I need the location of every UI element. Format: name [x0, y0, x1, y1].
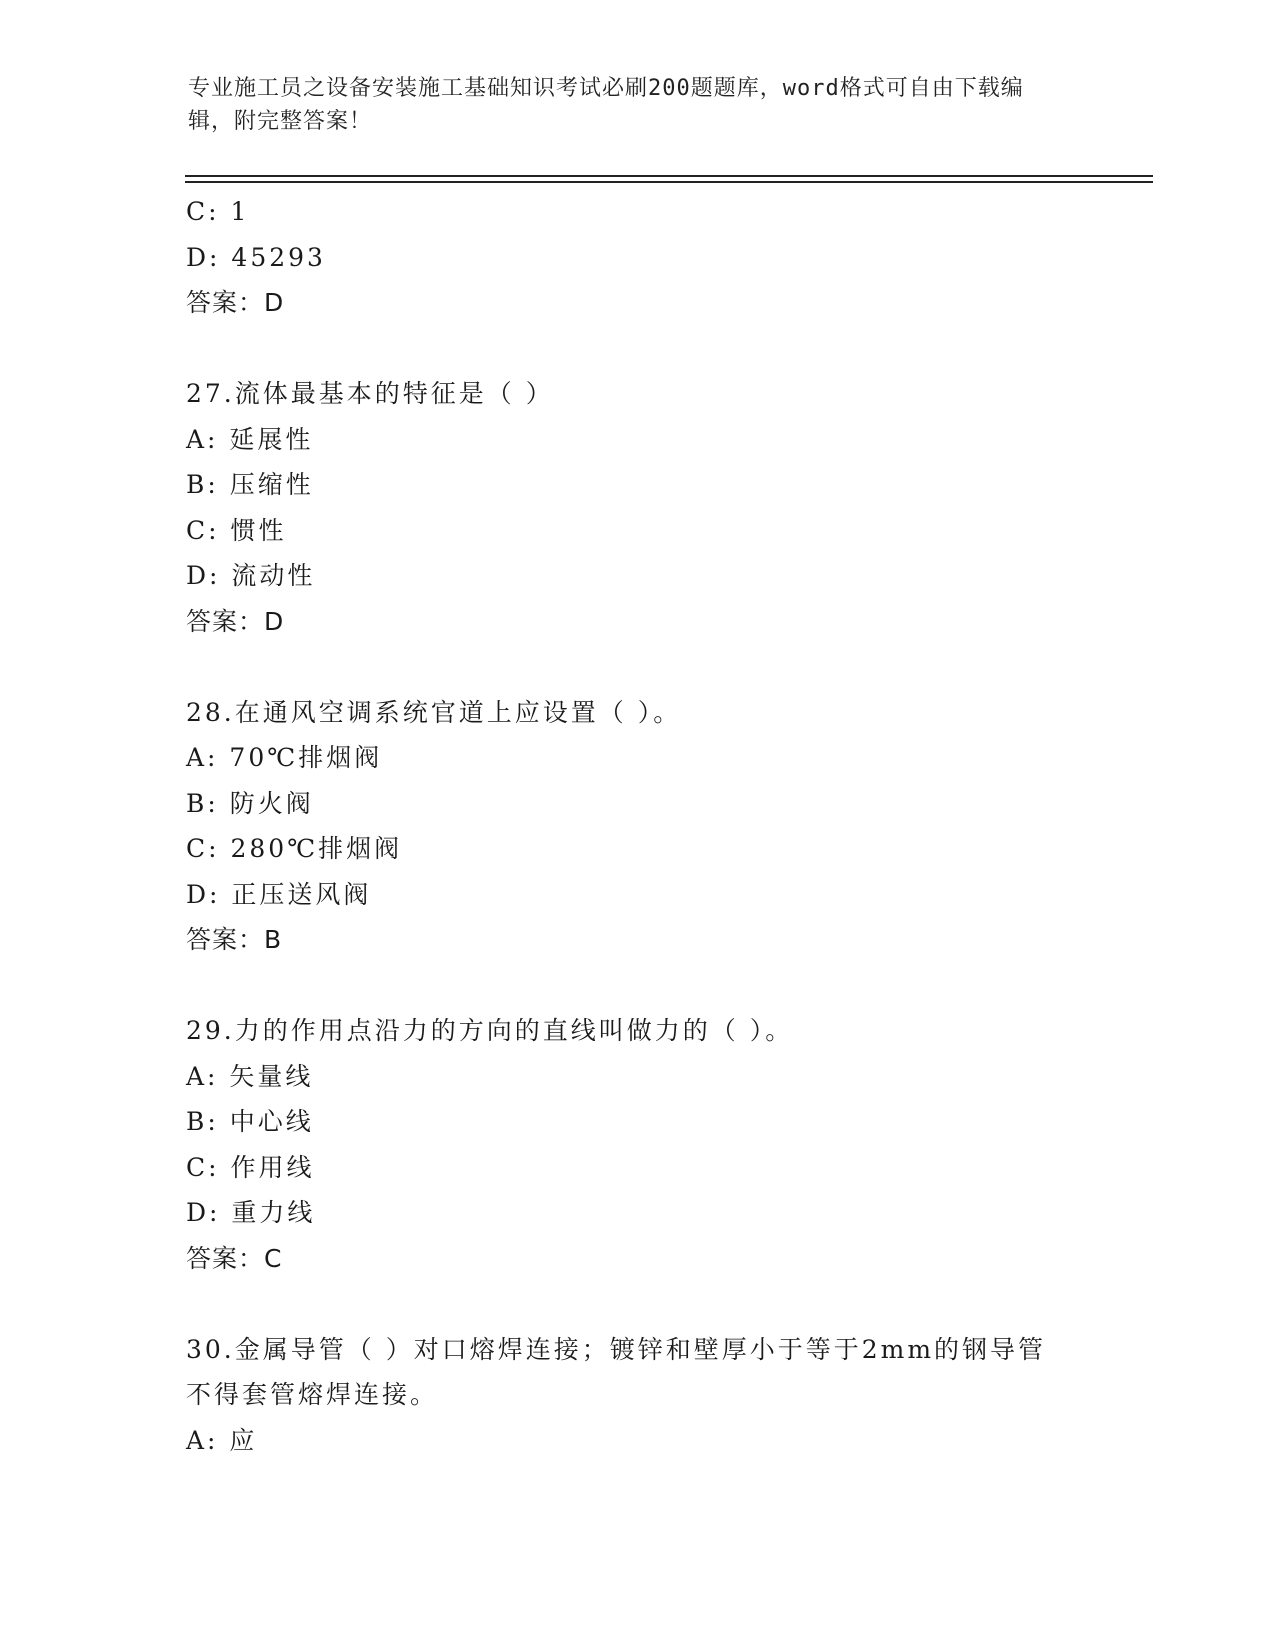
question-30: [186, 1327, 1086, 1464]
option-a: A: 延展性: [186, 424, 314, 454]
answer: 答案：C: [186, 1243, 283, 1273]
option-b: B: 防火阀: [186, 788, 314, 818]
option-b: B: 压缩性: [186, 470, 314, 499]
option-c: C: 惯性: [186, 515, 287, 545]
header-divider-bottom: [185, 181, 1153, 183]
question-stem-line-2: 不得套管熔焊连接。: [186, 1380, 439, 1409]
question-stem-line-1: 30.金属导管（ ）对口熔焊连接；镀锌和壁厚小于等于2mm的钢导管: [186, 1334, 1047, 1364]
question-stem: 29.力的作用点沿力的方向的直线叫做力的（ ）。: [186, 1016, 794, 1045]
option-d: D: 45293: [186, 242, 326, 272]
option-c: C: 1: [186, 197, 250, 226]
question-27: [186, 371, 1086, 644]
option-c: C: 280℃排烟阀: [186, 834, 403, 863]
question-28: [186, 690, 1086, 963]
question-29: [186, 1008, 1086, 1281]
option-a: A: 应: [186, 1425, 258, 1455]
option-b: B: 中心线: [186, 1107, 314, 1136]
option-d: D: 流动性: [186, 561, 316, 590]
answer: 答案：B: [186, 925, 283, 954]
answer: 答案：D: [186, 606, 285, 636]
option-a: A: 70℃排烟阀: [186, 743, 383, 772]
question-list: [186, 189, 1086, 1463]
question-26-tail: [186, 189, 1086, 326]
option-a: A: 矢量线: [186, 1061, 314, 1091]
header-divider-top: [185, 175, 1153, 177]
answer: 答案：D: [186, 288, 285, 317]
option-d: D: 正压送风阀: [186, 879, 372, 909]
question-stem: 27.流体最基本的特征是（ ）: [186, 379, 554, 408]
document-title: 专业施工员之设备安装施工基础知识考试必刷200题题库，word格式可自由下载编辑，附完整答案！: [188, 76, 1024, 134]
option-c: C: 作用线: [186, 1152, 315, 1182]
option-d: D: 重力线: [186, 1198, 316, 1227]
question-stem: 28.在通风空调系统官道上应设置（ ）。: [186, 697, 682, 727]
